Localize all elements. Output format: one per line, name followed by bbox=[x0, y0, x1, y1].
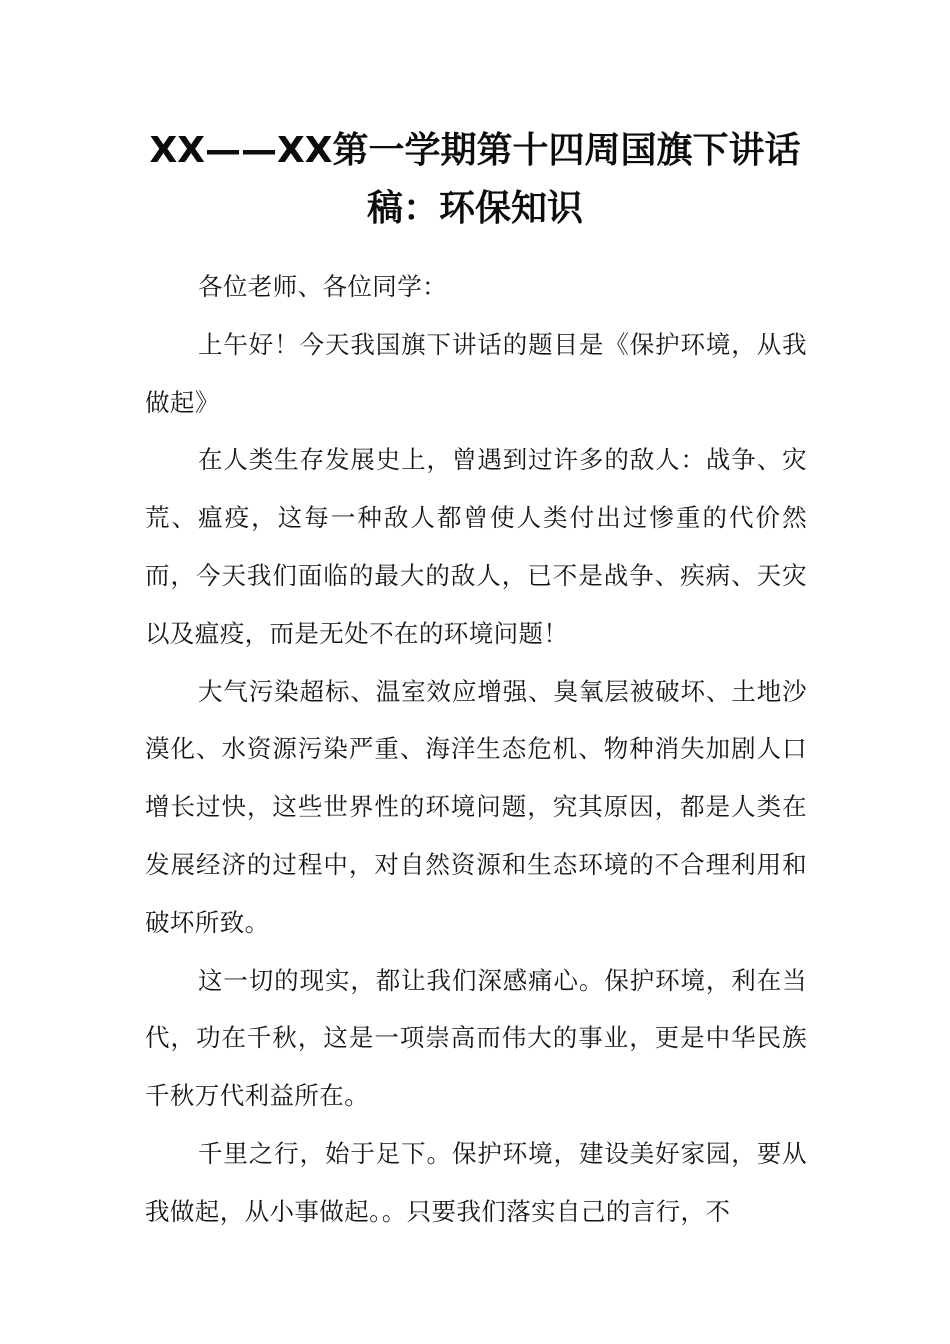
paragraph-greeting: 各位老师、各位同学： bbox=[198, 272, 447, 301]
paragraph-topic: 上午好！今天我国旗下讲话的题目是《保护环境，从我做起》 bbox=[145, 329, 807, 417]
document-body bbox=[145, 258, 807, 1241]
document-title: XX——XX第一学期第十四周国旗下讲话稿：环保知识 bbox=[149, 130, 801, 229]
paragraph-environment-problems: 大气污染超标、温室效应增强、臭氧层被破坏、土地沙漠化、水资源污染严重、海洋生态危机、物种消失加剧人口增长过快，这些世界性的环境问题，究其原因，都是人类在发展经济的过程中，对自然资源和生态环境的不合理利用和破坏所致。 bbox=[145, 676, 807, 937]
paragraph-action: 千里之行，始于足下。保护环境，建设美好家园，要从我做起，从小事做起。。只要我们落实自己的言行，不 bbox=[145, 1138, 807, 1226]
paragraph-enemies: 在人类生存发展史上，曾遇到过许多的敌人：战争、灾荒、瘟疫，这每一种敌人都曾使人类付出过惨重的代价然而，今天我们面临的最大的敌人，已不是战争、疾病、天灾以及瘟疫，而是无处不在的环境问题！ bbox=[145, 445, 807, 648]
paragraph-reality: 这一切的现实，都让我们深感痛心。保护环境，利在当代，功在千秋，这是一项崇高而伟大的事业，更是中华民族千秋万代利益所在。 bbox=[145, 965, 807, 1111]
